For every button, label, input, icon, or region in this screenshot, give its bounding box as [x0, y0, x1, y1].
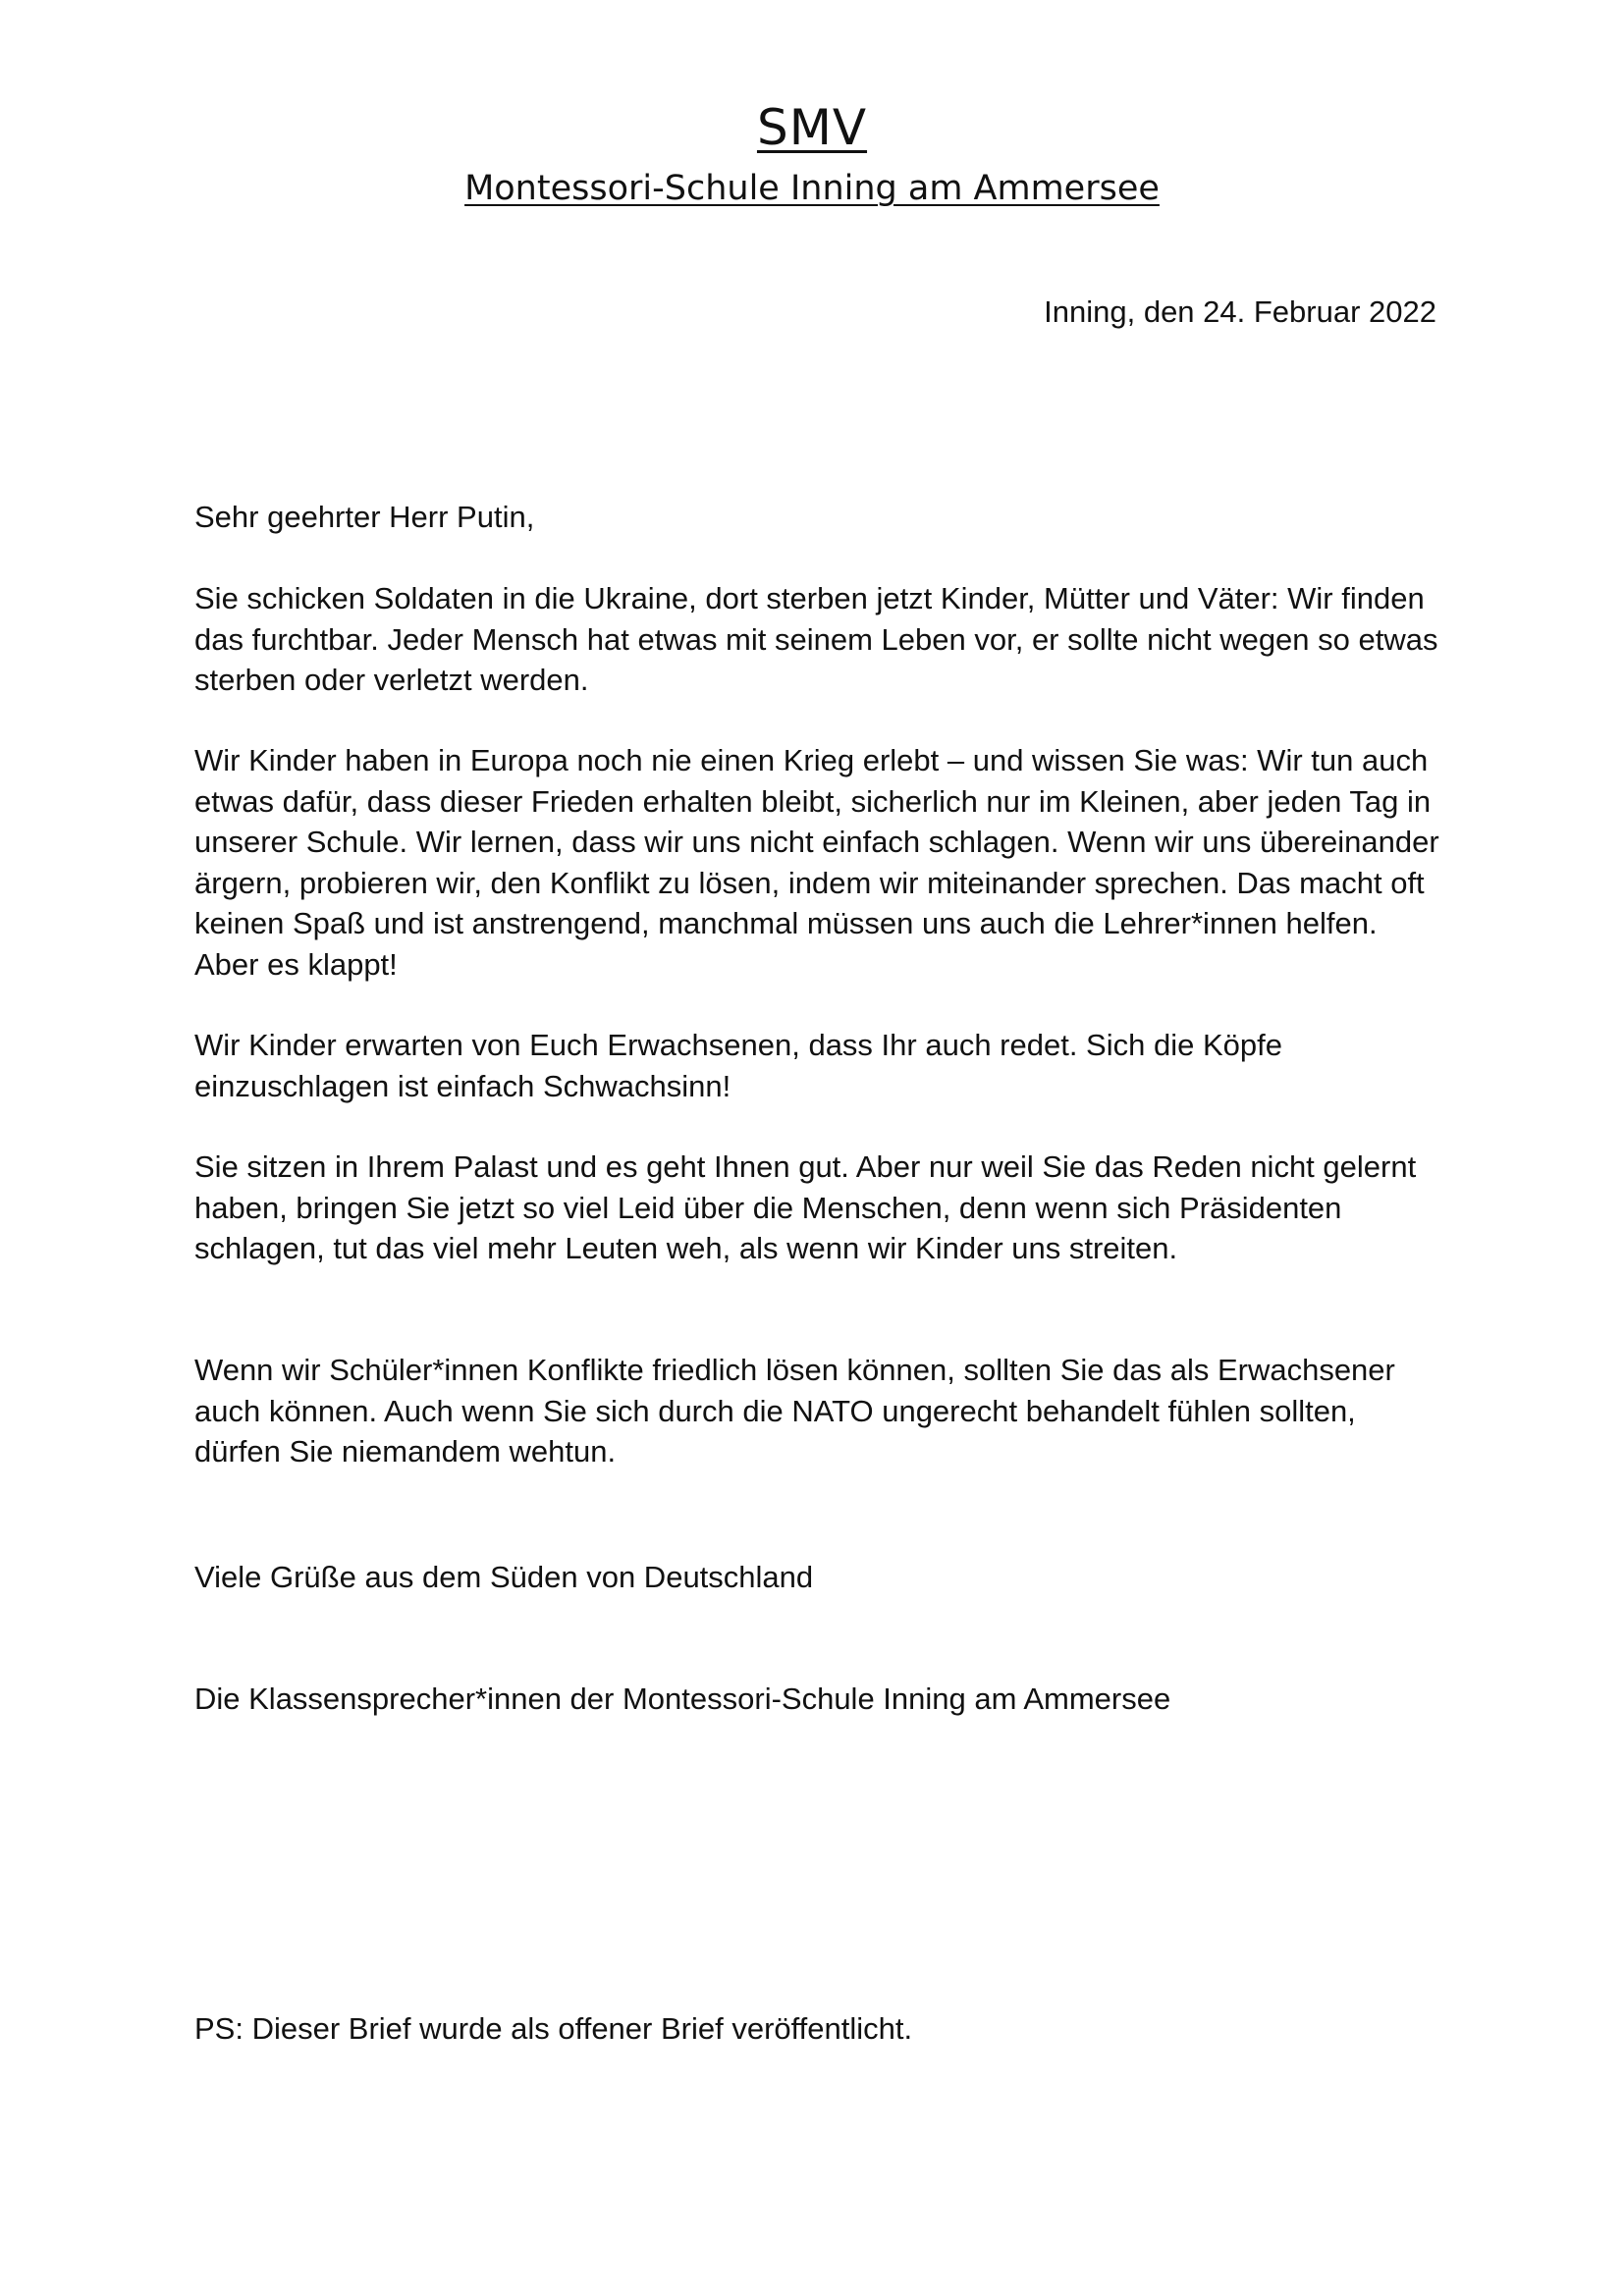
signature: Die Klassensprecher*innen der Montessori-Schule Inning am Ammersee: [194, 1682, 1171, 1716]
letterhead-title: SMV: [756, 99, 868, 156]
paragraph-3: Wir Kinder erwarten von Euch Erwachsenen, dass Ihr auch redet. Sich die Köpfe einzuschlagen ist einfach Schwachsinn!: [194, 1028, 1282, 1103]
closing: Viele Grüße aus dem Süden von Deutschland: [194, 1560, 814, 1594]
paragraph-4: Sie sitzen in Ihrem Palast und es geht Ihnen gut. Aber nur weil Sie das Reden nicht gelernt haben, bringen Sie jetzt so viel Leid über die Menschen, denn wenn sich Präsidenten schlagen, tut das viel mehr Leuten weh, als wenn wir Kinder uns streiten.: [194, 1149, 1417, 1265]
paragraph-1: Sie schicken Soldaten in die Ukraine, dort sterben jetzt Kinder, Mütter und Väter: Wir finden das furchtbar. Jeder Mensch hat etwas mit seinem Leben vor, er sollte nicht wegen so etwas sterben oder verletzt werden.: [194, 581, 1438, 697]
paragraph-2: Wir Kinder haben in Europa noch nie einen Krieg erlebt – und wissen Sie was: Wir tun auch etwas dafür, dass dieser Frieden erhalten bleibt, sicherlich nur im Kleinen, aber jeden Tag in unserer Schule. Wir lernen, dass wir uns nicht einfach schlagen. Wenn wir uns übereinander ärgern, probieren wir, den Konflikt zu lösen, indem wir miteinander sprechen. Das macht oft keinen Spaß und ist anstrengend, manchmal müssen uns auch die Lehrer*innen helfen. Aber es klappt!: [194, 743, 1439, 982]
salutation: Sehr geehrter Herr Putin,: [194, 500, 535, 534]
paragraph-5: Wenn wir Schüler*innen Konflikte friedlich lösen können, sollten Sie das als Erwachsener auch können. Auch wenn Sie sich durch die NATO ungerecht behandelt fühlen sollten, dürfen Sie niemandem wehtun.: [194, 1353, 1395, 1468]
letter-date: Inning, den 24. Februar 2022: [1044, 294, 1436, 329]
postscript: PS: Dieser Brief wurde als offener Brief veröffentlicht.: [194, 2011, 913, 2046]
letterhead: [0, 98, 1624, 210]
letterhead-subtitle: Montessori-Schule Inning am Ammersee: [464, 169, 1160, 208]
